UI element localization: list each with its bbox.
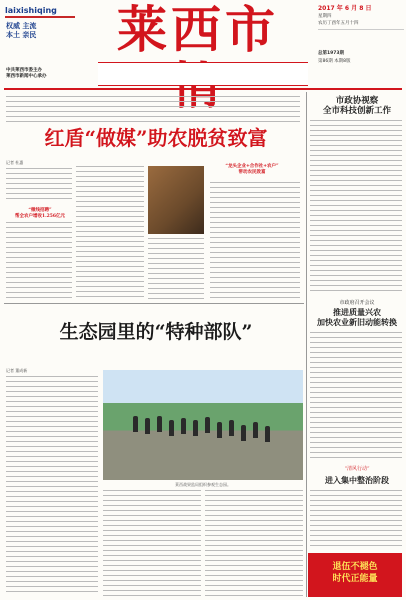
group-photo [103, 370, 303, 480]
body-text-column [310, 490, 402, 548]
second-byline: 记者 董成新 [6, 368, 28, 373]
pull-quote-1 [10, 208, 70, 220]
body-text-column [6, 376, 98, 596]
person-figure [145, 418, 150, 434]
main-byline: 记者 杜惠 [6, 160, 24, 165]
lunar-date: 农历丁酉年五月十四 [318, 21, 359, 26]
issue-info [318, 4, 404, 70]
body-text-column [310, 332, 402, 460]
veteran-ad-text: 退伍不褪色 时代正能量 [332, 562, 378, 584]
pull-quote-1-text: “微线招聘” 帮全农户增收1.256亿元 [14, 208, 66, 219]
newspaper-title: 莱西市 [117, 0, 279, 59]
masthead-ad-strip [98, 62, 308, 86]
issue-sub: 第86期 本期8版 [318, 59, 351, 64]
body-text-column [148, 238, 204, 300]
person-figure [169, 420, 174, 436]
person-figure [205, 417, 210, 433]
organizer-line: 莱西市新闻中心承办 [6, 74, 47, 79]
body-text-column [210, 182, 300, 300]
person-figure [217, 422, 222, 438]
body-text-column [205, 490, 303, 596]
body-text-column [103, 490, 201, 596]
body-text-column [6, 222, 72, 300]
right-kicker-2: 市政府召开会议 [339, 300, 375, 306]
photo-caption: 莱西战果监局组织参观生态园。 [175, 482, 231, 487]
body-text-column [6, 168, 72, 202]
top-rule [4, 88, 402, 90]
person-figure [193, 420, 198, 436]
body-text-column [76, 166, 144, 300]
pull-quote-2-text: “龙头企业+合作社+农户” 带动农民致富 [225, 164, 279, 175]
host-line: 中共莱西市委主办 [6, 68, 42, 73]
main-headline[interactable]: 红盾“做媒”助农脱贫致富 [44, 126, 268, 150]
site-name: laixishiqing [5, 6, 57, 15]
second-headline[interactable]: 生态园里的“特种部队” [59, 321, 253, 343]
lead-paragraph [6, 96, 300, 124]
pull-quote-2 [210, 164, 294, 176]
person-figure [229, 420, 234, 436]
news-photo [148, 166, 204, 234]
section-divider [4, 303, 304, 304]
right-kicker-3: “清风行动” [344, 466, 370, 472]
publish-date: 2017 年 6 月 8 日 [318, 5, 372, 12]
right-headline-3[interactable]: 进入集中整治阶段 [325, 475, 389, 485]
person-figure [181, 418, 186, 434]
slogan-line-2: 本土 亲民 [6, 31, 37, 39]
issue-block [318, 29, 404, 70]
column-rule [306, 92, 307, 597]
right-headline-1[interactable]: 市政协视察 全市科技创新工作 [322, 96, 391, 116]
weekday: 星期四 [318, 14, 332, 19]
body-text-column [310, 120, 402, 292]
person-figure [157, 416, 162, 432]
person-figure [133, 416, 138, 432]
right-headline-2[interactable]: 推进质量兴农 加快农业新旧动能转换 [317, 307, 397, 327]
slogan-line-1: 权威 主流 [6, 22, 37, 30]
person-figure [241, 425, 246, 441]
person-figure [253, 422, 258, 438]
slogan [6, 22, 66, 40]
logo-underline [5, 16, 75, 18]
publisher-info [6, 68, 92, 80]
person-figure [265, 426, 270, 442]
veteran-ad [308, 553, 402, 597]
issue-number: 总第1973期 [318, 51, 345, 56]
